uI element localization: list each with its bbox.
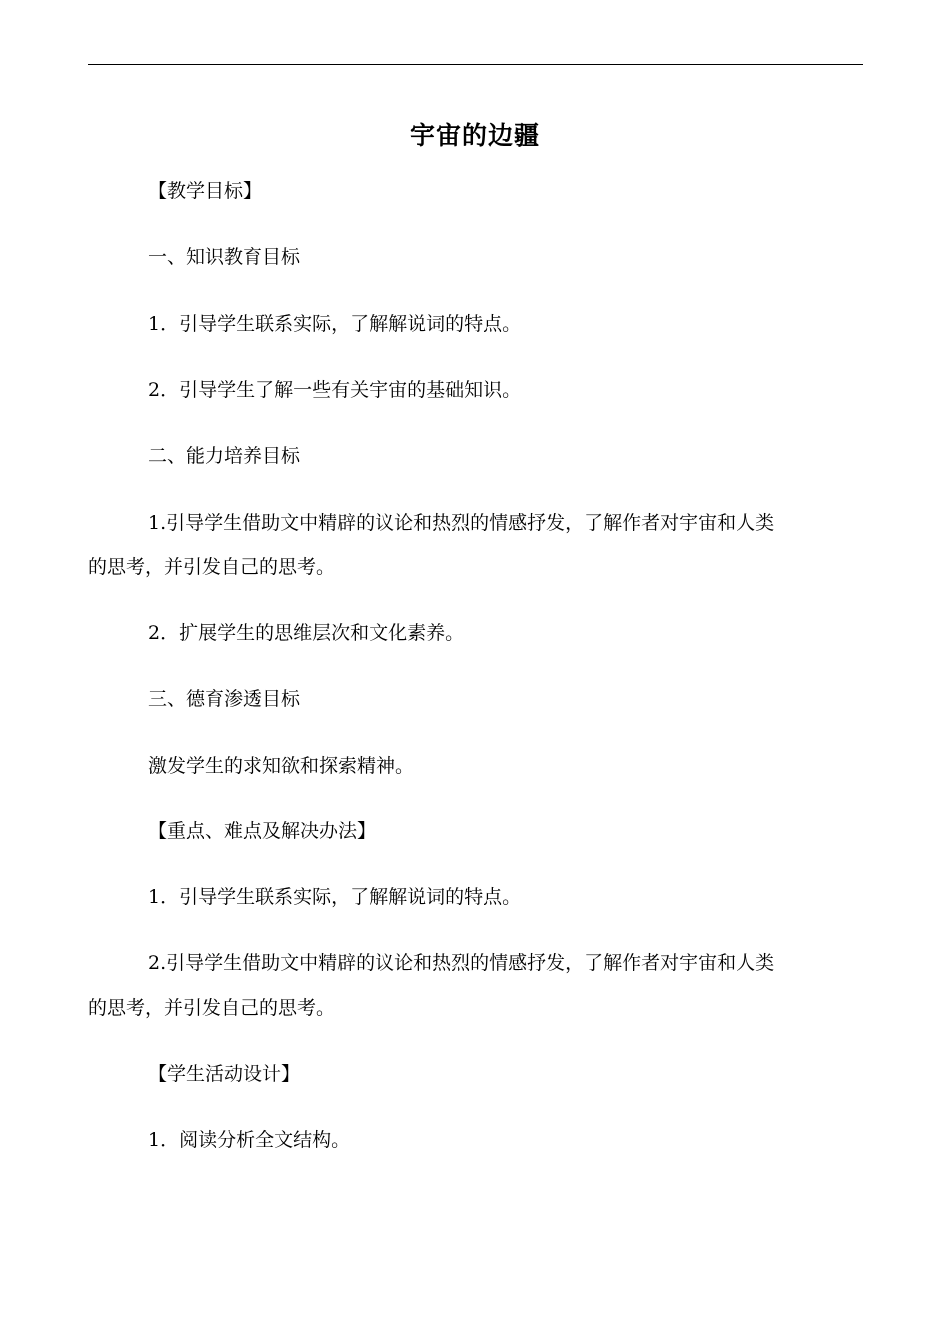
list-item: 1.引导学生借助文中精辟的议论和热烈的情感抒发，了解作者对宇宙和人类 — [148, 512, 775, 534]
list-item-continuation: 的思考，并引发自己的思考。 — [88, 997, 336, 1019]
subheading-knowledge-goals: 一、知识教育目标 — [148, 246, 301, 268]
list-item-continuation: 的思考，并引发自己的思考。 — [88, 556, 336, 578]
subheading-moral-goals: 三、德育渗透目标 — [148, 688, 301, 710]
header-rule — [88, 64, 863, 65]
subheading-ability-goals: 二、能力培养目标 — [148, 445, 301, 467]
list-item: 1．引导学生联系实际，了解解说词的特点。 — [148, 886, 522, 908]
section-heading-teaching-goals: 【教学目标】 — [148, 180, 263, 202]
list-item: 1．阅读分析全文结构。 — [148, 1129, 351, 1151]
section-heading-key-points: 【重点、难点及解决办法】 — [148, 820, 377, 842]
list-item: 2．引导学生了解一些有关宇宙的基础知识。 — [148, 379, 522, 401]
list-item: 2.引导学生借助文中精辟的议论和热烈的情感抒发，了解作者对宇宙和人类 — [148, 952, 775, 974]
paragraph: 激发学生的求知欲和探索精神。 — [148, 755, 415, 777]
section-heading-student-activities: 【学生活动设计】 — [148, 1063, 301, 1085]
list-item: 2．扩展学生的思维层次和文化素养。 — [148, 622, 465, 644]
page-title: 宇宙的边疆 — [409, 121, 540, 150]
list-item: 1．引导学生联系实际，了解解说词的特点。 — [148, 313, 522, 335]
